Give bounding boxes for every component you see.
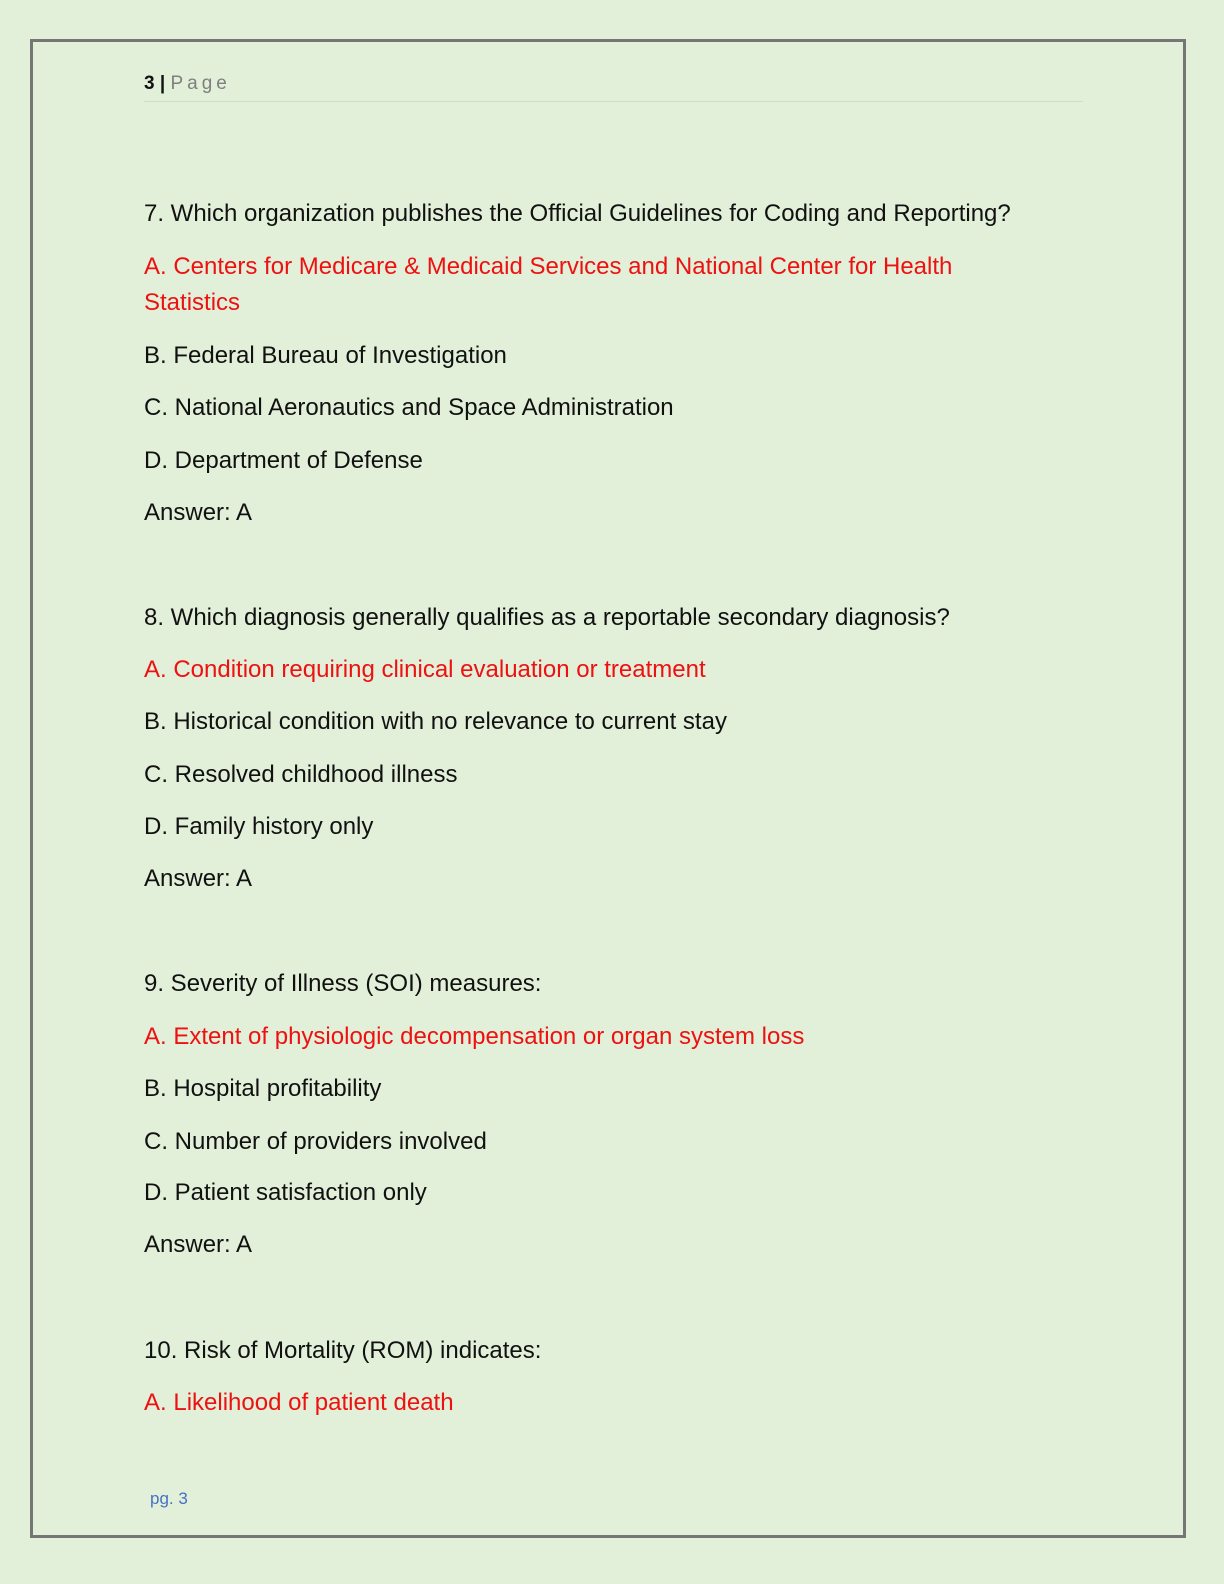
- question-9-option-c: C. Number of providers involved: [144, 1128, 487, 1155]
- question-9-option-a: A. Extent of physiologic decompensation or organ system loss: [144, 1023, 805, 1050]
- question-9-option-d: D. Patient satisfaction only: [144, 1179, 427, 1206]
- question-8-text: 8. Which diagnosis generally qualifies as a reportable secondary diagnosis?: [144, 604, 950, 631]
- question-8-option-b: B. Historical condition with no relevance to current stay: [144, 708, 727, 735]
- question-10-option-a: A. Likelihood of patient death: [144, 1389, 454, 1416]
- question-7-option-c: C. National Aeronautics and Space Administration: [144, 394, 674, 421]
- question-8-option-c: C. Resolved childhood illness: [144, 761, 458, 788]
- question-7-text: 7. Which organization publishes the Official Guidelines for Coding and Reporting?: [144, 200, 1011, 227]
- question-9-text: 9. Severity of Illness (SOI) measures:: [144, 970, 542, 997]
- question-8-option-d: D. Family history only: [144, 813, 374, 840]
- header-page-word: Page: [170, 73, 231, 94]
- question-8-option-a: A. Condition requiring clinical evaluation or treatment: [144, 656, 706, 683]
- question-7-option-d: D. Department of Defense: [144, 447, 423, 474]
- question-7-option-a-line1: A. Centers for Medicare & Medicaid Services and National Center for Health: [144, 253, 953, 280]
- question-7-option-b: B. Federal Bureau of Investigation: [144, 342, 507, 369]
- question-10-text: 10. Risk of Mortality (ROM) indicates:: [144, 1337, 542, 1364]
- page-header: [144, 72, 1083, 102]
- page-footer: pg. 3: [150, 1489, 188, 1508]
- question-7-answer: Answer: A: [144, 499, 253, 526]
- header-page-number: 3: [144, 73, 155, 94]
- question-7-option-a-line2: Statistics: [144, 289, 241, 316]
- question-9-answer: Answer: A: [144, 1231, 253, 1258]
- header-separator: |: [159, 73, 166, 94]
- question-9-option-b: B. Hospital profitability: [144, 1075, 382, 1102]
- question-8-answer: Answer: A: [144, 865, 253, 892]
